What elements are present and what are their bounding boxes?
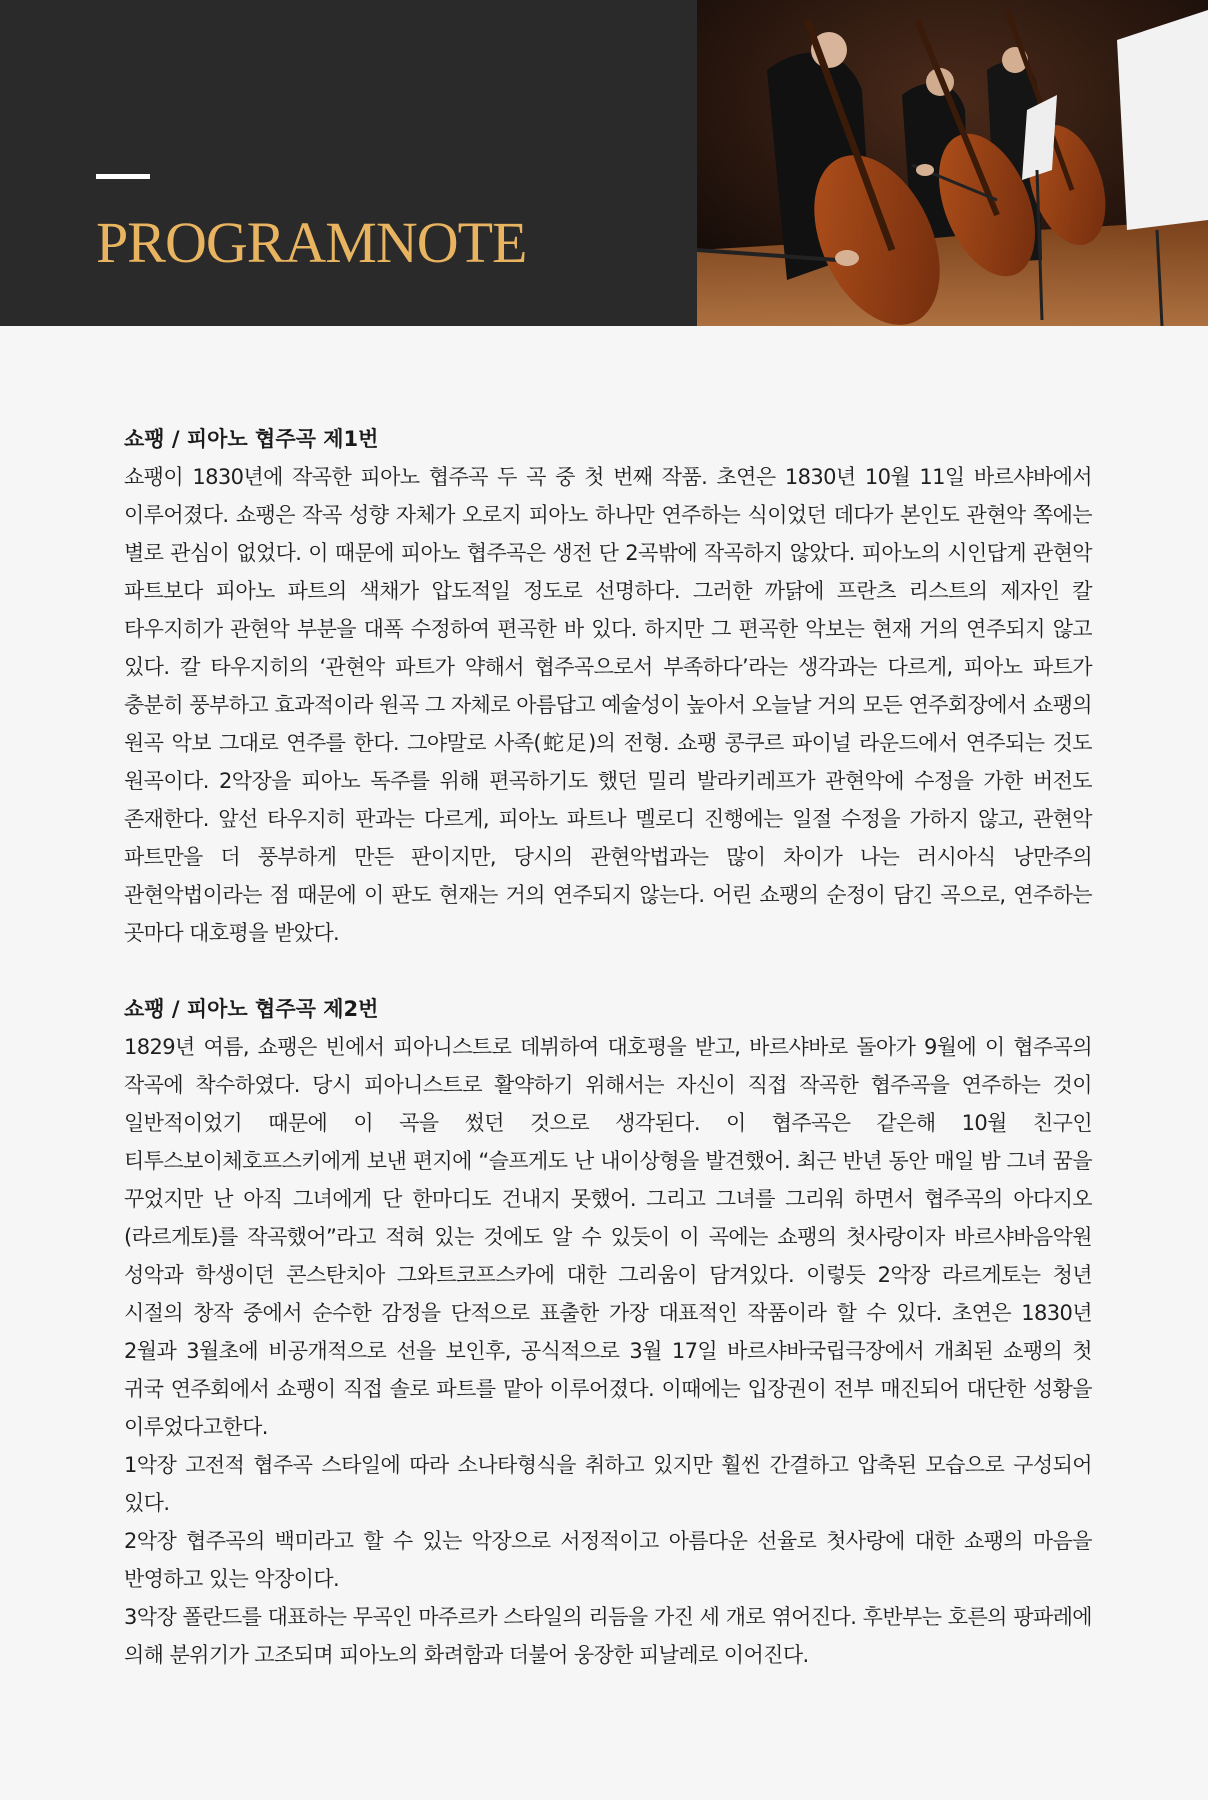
header <box>0 0 1208 326</box>
section-spacer <box>124 952 1092 990</box>
movement-2-paragraph: 2악장 협주곡의 백미라고 할 수 있는 악장으로 서정적이고 아름다운 선율로 첫사랑에 대한 쇼팽의 마음을 반영하고 있는 악장이다. <box>124 1529 1092 1591</box>
movement-1-paragraph: 1악장 고전적 협주곡 스타일에 따라 소나타형식을 취하고 있지만 훨씬 간결하고 압축된 모습으로 구성되어 있다. <box>124 1453 1092 1515</box>
section-title: 쇼팽 / 피아노 협주곡 제2번 <box>124 997 379 1021</box>
movement-3-paragraph: 3악장 폴란드를 대표하는 무곡인 마주르카 스타일의 리듬을 가진 세 개로 엮어진다. 후반부는 호른의 팡파레에 의해 분위기가 고조되며 피아노의 화려함과 더불어 웅장한 피날레로 이어진다. <box>124 1605 1092 1667</box>
title-accent-bar <box>96 174 150 179</box>
section-concerto-1 <box>124 420 1092 952</box>
header-title-panel <box>0 0 697 326</box>
section-paragraph: 쇼팽이 1830년에 작곡한 피아노 협주곡 두 곡 중 첫 번째 작품. 초연은 1830년 10월 11일 바르샤바에서 이루어졌다. 쇼팽은 작곡 성향 자체가 오로지 피아노 하나만 연주하는 식이었던 데다가 본인도 관현악 쪽에는 별로 관심이 없었다. 이 때문에 피아노 협주곡은 생전 단 2곡밖에 작곡하지 않았다. 피아노의 시인답게 관현악 파트보다 피아노 파트의 색채가 압도적일 정도로 선명하다. 그러한 까닭에 프란츠 리스트의 제자인 칼 타우지히가 관현악 부분을 대폭 수정하여 편곡한 바 있다. 하지만 그 편곡한 악보는 현재 거의 연주되지 않고 있다. 칼 타우지히의 ‘관현악 파트가 약해서 협주곡으로서 부족하다’라는 생각과는 다르게, 피아노 파트가 충분히 풍부하고 효과적이라 원곡 그 자체로 아름답고 예술성이 높아서 오늘날 거의 모든 연주회장에서 쇼팽의 원곡 악보 그대로 연주를 한다. 그야말로 사족(蛇足)의 전형. 쇼팽 콩쿠르 파이널 라운드에서 연주되는 것도 원곡이다. 2악장을 피아노 독주를 위해 편곡하기도 했던 밀리 발라키레프가 관현악에 수정을 가한 버전도 존재한다. 앞선 타우지히 판과는 다르게, 피아노 파트나 멜로디 진행에는 일절 수정을 가하지 않고, 관현악 파트만을 더 풍부하게 만든 판이지만, 당시의 관현악법과는 많이 차이가 나는 러시아식 낭만주의 관현악법이라는 점 때문에 이 판도 현재는 거의 연주되지 않는다. 어린 쇼팽의 순정이 담긴 곡으로, 연주하는 곳마다 대호평을 받았다. <box>124 465 1092 945</box>
section-concerto-2 <box>124 990 1092 1674</box>
section-title: 쇼팽 / 피아노 협주곡 제1번 <box>124 427 379 451</box>
orchestra-photo <box>697 0 1208 326</box>
double-bass-players-image <box>697 0 1208 326</box>
section-paragraph: 1829년 여름, 쇼팽은 빈에서 피아니스트로 데뷔하여 대호평을 받고, 바르샤바로 돌아가 9월에 이 협주곡의 작곡에 착수하였다. 당시 피아니스트로 활약하기 위해서는 자신이 직접 작곡한 협주곡을 연주하는 것이 일반적이었기 때문에 이 곡을 썼던 것으로 생각된다. 이 협주곡은 같은해 10월 친구인 티투스보이체호프스키에게 보낸 편지에 “슬프게도 난 내이상형을 발견했어. 최근 반년 동안 매일 밤 그녀 꿈을 꾸었지만 난 아직 그녀에게 단 한마디도 건내지 못했어. 그리고 그녀를 그리워 하면서 협주곡의 아다지오(라르게토)를 작곡했어”라고 적혀 있는 것에도 알 수 있듯이 이 곡에는 쇼팽의 첫사랑이자 바르샤바음악원 성악과 학생이던 콘스탄치아 그와트코프스카에 대한 그리움이 담겨있다. 이렇듯 2악장 라르게토는 청년 시절의 창작 중에서 순수한 감정을 단적으로 표출한 가장 대표적인 작품이라 할 수 있다. 초연은 1830년 2월과 3월초에 비공개적으로 선을 보인후, 공식적으로 3월 17일 바르샤바국립극장에서 개최된 쇼팽의 첫 귀국 연주회에서 쇼팽이 직접 솔로 파트를 맡아 이루어졌다. 이때에는 입장권이 전부 매진되어 대단한 성황을 이루었다고한다. <box>124 1035 1092 1439</box>
page-title: PROGRAMNOTE <box>96 210 527 275</box>
program-notes <box>124 420 1092 1674</box>
